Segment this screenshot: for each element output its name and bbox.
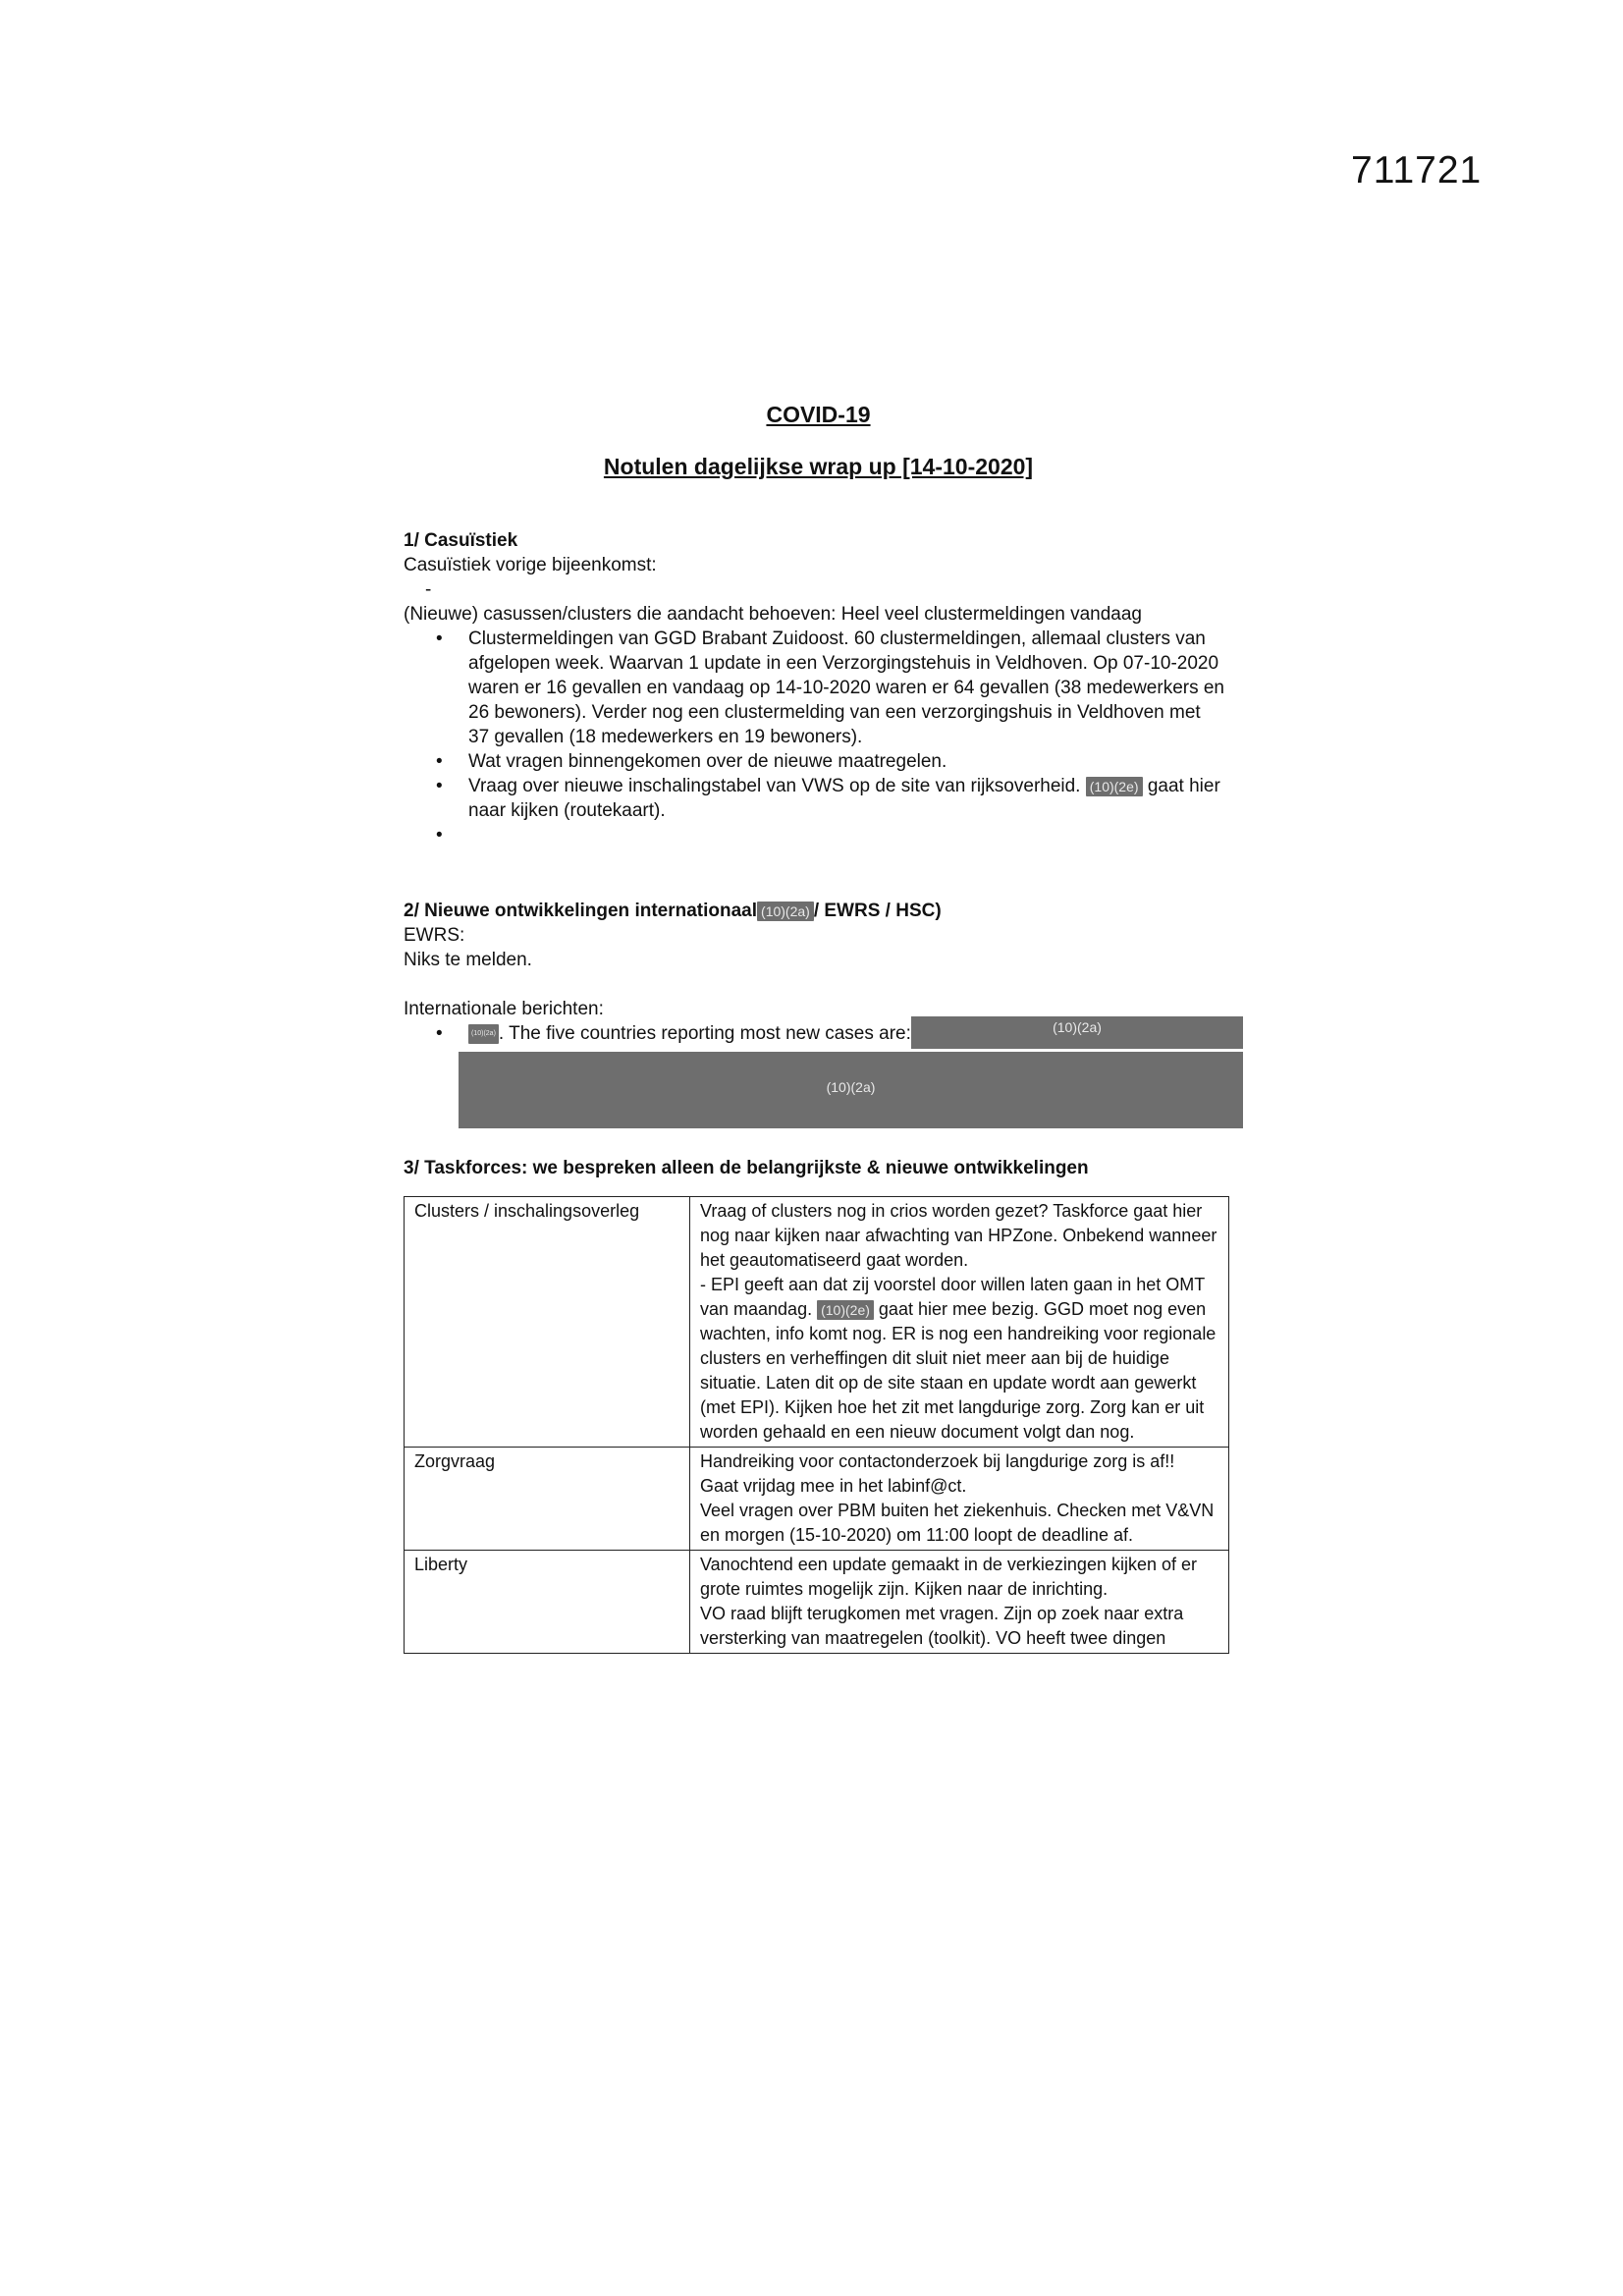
notes-text: VO raad blijft terugkomen met vragen. Zijn op zoek naar extra versterking van maatregelen (toolkit). VO heeft twee dingen <box>700 1604 1184 1648</box>
section2-heading-text: / EWRS / HSC) <box>813 901 942 921</box>
redaction-box: (10)(2e) <box>817 1300 874 1320</box>
taskforce-notes <box>690 1551 1229 1654</box>
document-subtitle: Notulen dagelijkse wrap up [14-10-2020] <box>603 454 1034 479</box>
international-label: Internationale berichten: <box>404 999 604 1019</box>
redaction-box: (10)(2e) <box>1086 777 1143 796</box>
ewrs-text: Niks te melden. <box>404 950 532 970</box>
notes-text: Handreiking voor contactonderzoek bij langdurige zorg is af!! <box>700 1451 1175 1471</box>
section3-heading: 3/ Taskforces: we bespreken alleen de belangrijkste & nieuwe ontwikkelingen <box>404 1158 1089 1178</box>
bullet-item <box>468 774 1224 823</box>
document-id: 711721 <box>1351 149 1483 191</box>
section-casuistiek <box>404 528 1248 847</box>
prev-meeting-label: Casuïstiek vorige bijeenkomst: <box>404 555 657 575</box>
table-row <box>405 1197 1229 1448</box>
notes-text: - EPI geeft aan dat zij voorstel door willen laten gaan in het OMT van maandag. <box>700 1275 1205 1319</box>
notes-text: Vanochtend een update gemaakt in de verkiezingen kijken of er grote ruimtes mogelijk zijn. Kijken naar de inrichting. <box>700 1555 1198 1599</box>
new-clusters-text: (Nieuwe) casussen/clusters die aandacht behoeven: Heel veel clustermeldingen vandaag <box>404 604 1143 625</box>
notes-text: Veel vragen over PBM buiten het ziekenhuis. Checken met V&VN en morgen (15-10-2020) om 11:00 loopt de deadline af. <box>700 1501 1215 1545</box>
taskforce-notes <box>690 1197 1229 1448</box>
notes-text: gaat hier mee bezig. GGD moet nog even wachten, info komt nog. ER is nog een handreiking voor regionale clusters en verheffingen dit sluit niet meer aan bij de huidige situatie. Laten dit op de site staan en update wordt aan gewerkt (met EPI). Kijken hoe het zit met langdurige zorg. Zorg kan er uit worden gehaald en een nieuw document volgt dan nog. <box>700 1299 1217 1442</box>
taskforce-notes <box>690 1448 1229 1551</box>
section1-heading: 1/ Casuïstiek <box>404 530 518 551</box>
taskforce-name: Clusters / inschalingsoverleg <box>405 1197 690 1448</box>
bullet-item: • Clustermeldingen van GGD Brabant Zuidoost. 60 clustermeldingen, allemaal clusters van afgelopen week. Waarvan 1 update in een Verzorgingstehuis in Veldhoven. Op 07-10-2020 waren er 16 gevallen en vandaag op 14-10-2020 waren er 64 gevallen (38 medewerkers en 26 bewoners). Verder nog een clustermelding van een verzorgingshuis in Veldhoven met 37 gevallen (18 medewerkers en 19 bewoners). <box>468 627 1224 749</box>
bullet-text: gaat hier naar kijken (routekaart). <box>468 776 1220 821</box>
taskforce-name: Liberty <box>405 1551 690 1654</box>
document-title: COVID-19 <box>766 402 871 427</box>
redaction-box: (10)(2a) <box>468 1024 499 1044</box>
section2-heading-text: 2/ Nieuwe ontwikkelingen internationaal <box>404 901 758 921</box>
ewrs-label: EWRS: <box>404 925 465 946</box>
section1-bullets <box>404 627 1248 847</box>
table-row <box>405 1551 1229 1654</box>
redaction-block: (10)(2a) <box>459 1052 1243 1128</box>
redaction-box: (10)(2a) <box>757 902 814 921</box>
empty-bullet-item <box>468 823 1248 847</box>
table-row <box>405 1448 1229 1551</box>
redaction-block: (10)(2a) <box>911 1016 1243 1049</box>
taskforce-name: Zorgvraag <box>405 1448 690 1551</box>
section2-heading <box>404 899 1248 923</box>
prev-meeting-dash: - <box>425 579 432 600</box>
taskforce-table <box>404 1196 1229 1654</box>
bullet-text: Vraag over nieuwe inschalingstabel van VWS op de site van rijksoverheid. <box>468 776 1081 796</box>
bullet-item: • Wat vragen binnengekomen over de nieuwe maatregelen. <box>468 749 1248 774</box>
notes-text-line <box>700 1273 1218 1445</box>
notes-text: Vraag of clusters nog in crios worden gezet? Taskforce gaat hier nog naar kijken naar afwachting van HPZone. Onbekend wanneer het geautomatiseerd gaat worden. <box>700 1201 1217 1270</box>
bullet-text: . The five countries reporting most new cases are: <box>498 1023 911 1044</box>
notes-text: Gaat vrijdag mee in het labinf@ct. <box>700 1476 967 1496</box>
